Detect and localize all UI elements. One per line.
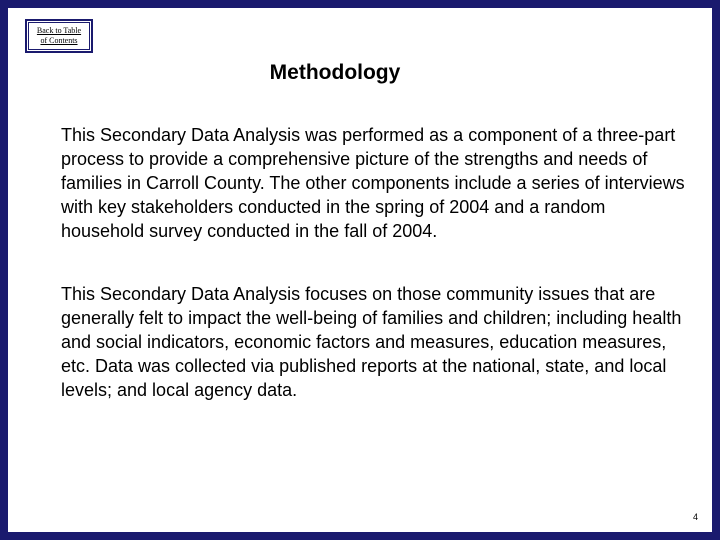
back-link-line-2: of Contents xyxy=(40,36,78,45)
back-link-line-1: Back to Table xyxy=(36,26,82,35)
slide xyxy=(8,8,712,532)
body-paragraph-1: This Secondary Data Analysis was performed as a component of a three-part process to provide a comprehensive picture of the strengths and needs of families in Carroll County. The other components include a series of interviews with key stakeholders conducted in the spring of 2004 and a random household survey conducted in the fall of 2004. xyxy=(61,125,685,241)
page-title: Methodology xyxy=(269,61,401,84)
back-to-contents-button[interactable] xyxy=(25,19,93,53)
back-to-contents-link[interactable] xyxy=(28,22,90,50)
body-paragraph-2: This Secondary Data Analysis focuses on those community issues that are generally felt to impact the well-being of families and children; including health and social indicators, economic factors and measures, education measures, etc. Data was collected via published reports at the national, state, and local levels; and local agency data. xyxy=(61,284,682,400)
page-number: 4 xyxy=(692,512,698,522)
